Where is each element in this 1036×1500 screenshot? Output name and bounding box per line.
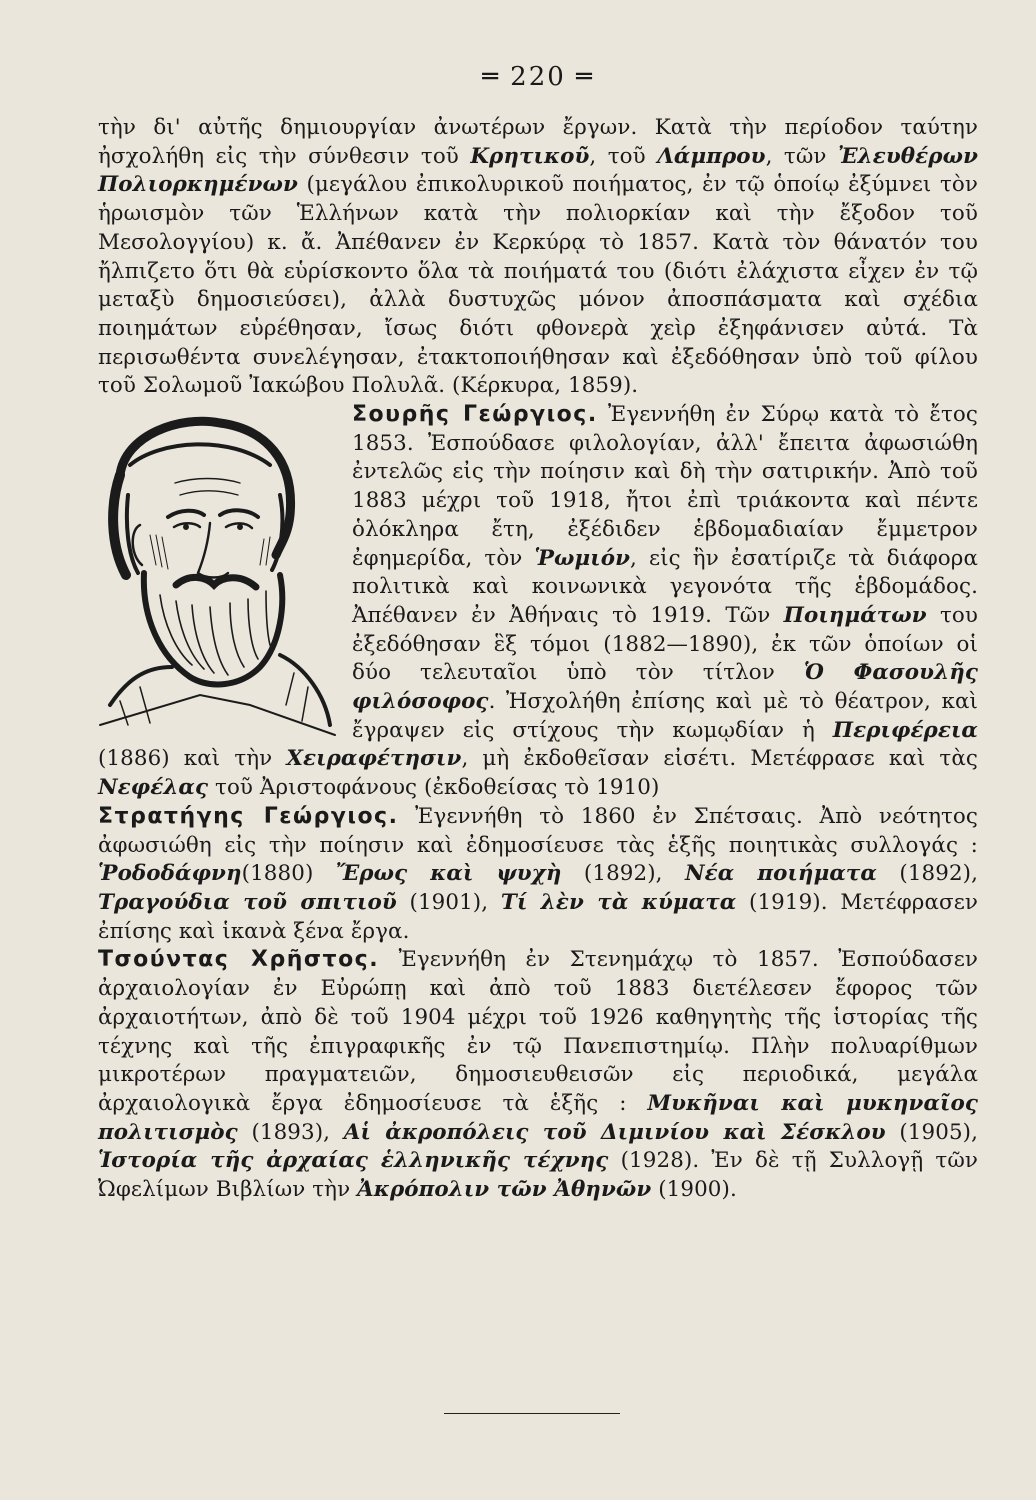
text-run: (μεγάλου ἐπικολυρικοῦ ποιήματος, ἐν τῷ ὁποίῳ ἐξύμνει τὸν ἡρωισμὸν τῶν Ἑλλήνων κατὰ τὴν πολιορκίαν καὶ τὴν ἔξοδον τοῦ Μεσολογγίου) κ. ἄ. Ἀπέθανεν ἐν Κερκύρᾳ τὸ 1857. Κατὰ τὸν θάνατόν του ἤλπιζετο ὅτι θὰ εὑρίσκοντο ὅλα τὰ ποιήματά του (διότι ἐλάχιστα εἶχεν ἐν τῷ μεταξὺ δημοσιεύσει), ἀλλὰ δυστυχῶς μόνον ἀποσπάσματα καὶ σχέδια ποιημάτων εὑρέθησαν, ἴσως διότι φθονερὰ χεὶρ ἐξηφάνισεν αὐτά. Τὰ περισωθέντα συνελέγησαν, ἐτακτοποιήθησαν καὶ ἐξεδόθησαν ὑπὸ τοῦ φίλου τοῦ Σολωμοῦ Ἰακώβου Πολυλᾶ. (Κέρκυρα, 1859). bbox=[98, 172, 978, 399]
text-run: (1880) bbox=[241, 861, 336, 887]
souris-portrait bbox=[80, 405, 342, 737]
work-title: Κρητικοῦ bbox=[470, 143, 590, 169]
text-run: , τῶν bbox=[765, 143, 838, 169]
text-run: , τοῦ bbox=[589, 143, 658, 169]
work-title: Τραγούδια τοῦ σπιτιοῦ bbox=[98, 889, 397, 915]
work-title: Λάμπρου bbox=[657, 143, 766, 169]
work-title: Νεφέλας bbox=[98, 775, 209, 801]
work-title: Περιφέρεια bbox=[832, 717, 978, 743]
entry-name: Στρατήγης Γεώργιος. bbox=[98, 803, 399, 829]
work-title: Νέα ποιήματα bbox=[684, 861, 877, 887]
page-number: ═ 220 ═ bbox=[482, 62, 594, 92]
text-run: (1892), bbox=[561, 861, 685, 887]
text-run: Ἐγεννήθη ἐν Στενημάχῳ τὸ 1857. Ἐσπούδασεν ἀρχαιολογίαν ἐν Εὐρώπῃ καὶ ἀπὸ τοῦ 1883 διετέλεσεν ἔφορος τῶν ἀρχαιοτήτων, ἀπὸ δὲ τοῦ 1904 μέχρι τοῦ 1926 καθηγητὴς τῆς ἱστορίας τῆς τέχνης καὶ τῆς ἐπιγραφικῆς ἐν τῷ Πανεπιστημίῳ. Πλὴν πολυαρίθμων μικροτέρων πραγματειῶν, δημοσιευθεισῶν εἰς περιοδικά, μεγάλα ἀρχαιολογικὰ ἔργα ἐδημοσίευσε τὰ ἑξῆς : bbox=[98, 947, 979, 1116]
text-run: τὴν δι' αὐτῆς δημιουργίαν ἀνωτέρων ἔργων. Κατὰ τὴν περίοδον ταύτην ἠσχολήθη εἰς τὴν σύνθεσιν τοῦ bbox=[98, 115, 978, 169]
text-run: (1919). Μετέφρασεν ἐπίσης καὶ ἱκανὰ ξένα ἔργα. bbox=[98, 889, 978, 944]
footer-rule bbox=[444, 1413, 620, 1414]
entry-name: Σουρῆς Γεώργιος. bbox=[352, 402, 598, 428]
solomos-entry-continuation bbox=[98, 114, 978, 401]
work-title: Ῥωμιόν bbox=[534, 545, 631, 571]
text-run: τοῦ Ἀριστοφάνους (ἐκδοθείσας τὸ 1910) bbox=[208, 775, 660, 801]
work-title: Ῥοδοδάφνη bbox=[98, 861, 242, 887]
tsountas-entry bbox=[98, 946, 978, 1204]
work-title: Ἱστορία τῆς ἀρχαίας ἑλληνικῆς τέχνης bbox=[98, 1148, 609, 1174]
text-run: , μὴ ἐκδοθεῖσαν εἰσέτι. Μετέφρασε καὶ τὰς bbox=[461, 746, 978, 772]
text-run: (1893), bbox=[237, 1119, 344, 1145]
work-title: Μυκῆναι καὶ μυκηναῖος πολιτισμὸς bbox=[98, 1090, 978, 1145]
text-run: (1901), bbox=[396, 889, 501, 915]
entry-name: Τσούντας Χρῆστος. bbox=[98, 947, 380, 973]
souris-entry bbox=[98, 401, 978, 803]
work-title: Ποιημάτων bbox=[783, 602, 927, 628]
text-run: (1905), bbox=[885, 1119, 978, 1145]
text-run: (1900). bbox=[651, 1177, 737, 1203]
text-run: (1892), bbox=[876, 861, 978, 887]
text-run: του ἐξεδόθησαν ἓξ τόμοι (1882—1890), ἐκ τῶν ὁποίων οἱ δύο τελευταῖοι ὑπὸ τὸν τίτλον bbox=[352, 602, 978, 686]
text-run: Ἐγεννήθη ἐν Σύρῳ κατὰ τὸ ἔτος 1853. Ἐσπούδασε φιλολογίαν, ἀλλ' ἔπειτα ἀφωσιώθη ἐντελῶς εἰς τὴν ποίησιν καὶ δὴ τὴν σατιρικήν. Ἀπὸ τοῦ 1883 μέχρι τοῦ 1918, ἤτοι ἐπὶ τριάκοντα καὶ πέντε ὁλόκληρα ἔτη, ἐξέδιδεν ἑβδομαδιαίαν ἔμμετρον ἐφημερίδα, τὸν bbox=[352, 402, 978, 571]
work-title: Τί λὲν τὰ κύματα bbox=[500, 889, 737, 915]
text-run: . Ἠσχολήθη ἐπίσης καὶ μὲ τὸ θέατρον, καὶ ἔγραψεν εἰς στίχους τὴν κωμῳδίαν ἡ bbox=[352, 689, 978, 743]
work-title: Ἐλευθέρων Πολιορκημένων bbox=[98, 143, 979, 198]
work-title: Αἱ ἀκροπόλεις τοῦ Διμινίου καὶ Σέσκλου bbox=[343, 1119, 886, 1145]
text-run: , εἰς ἣν ἐσατίριζε τὰ διάφορα πολιτικὰ καὶ κοινωνικὰ γεγονότα τῆς ἑβδομάδος. Ἀπέθανεν ἐν Ἀθήναις τὸ 1919. Τῶν bbox=[352, 545, 979, 628]
work-title: Ὁ Φασουλῆς φιλόσοφος bbox=[352, 660, 978, 715]
work-title: Ἔρως καὶ ψυχὴ bbox=[335, 861, 562, 887]
work-title: Ἀκρόπολιν τῶν Ἀθηνῶν bbox=[357, 1177, 652, 1203]
stratigis-entry bbox=[98, 803, 978, 947]
work-title: Χειραφέτησιν bbox=[286, 746, 462, 772]
bearded-man-engraving-icon bbox=[80, 405, 342, 737]
text-run: Ἐγεννήθη τὸ 1860 ἐν Σπέτσαις. Ἀπὸ νεότητος ἀφωσιώθη εἰς τὴν ποίησιν καὶ ἐδημοσίευσε τὰς ἑξῆς ποιητικὰς συλλογάς : bbox=[98, 803, 978, 858]
text-run: (1886) καὶ τὴν bbox=[98, 746, 287, 772]
text-run: (1928). Ἐν δὲ τῇ Συλλογῇ τῶν Ὠφελίμων Βιβλίων τὴν bbox=[98, 1148, 978, 1203]
